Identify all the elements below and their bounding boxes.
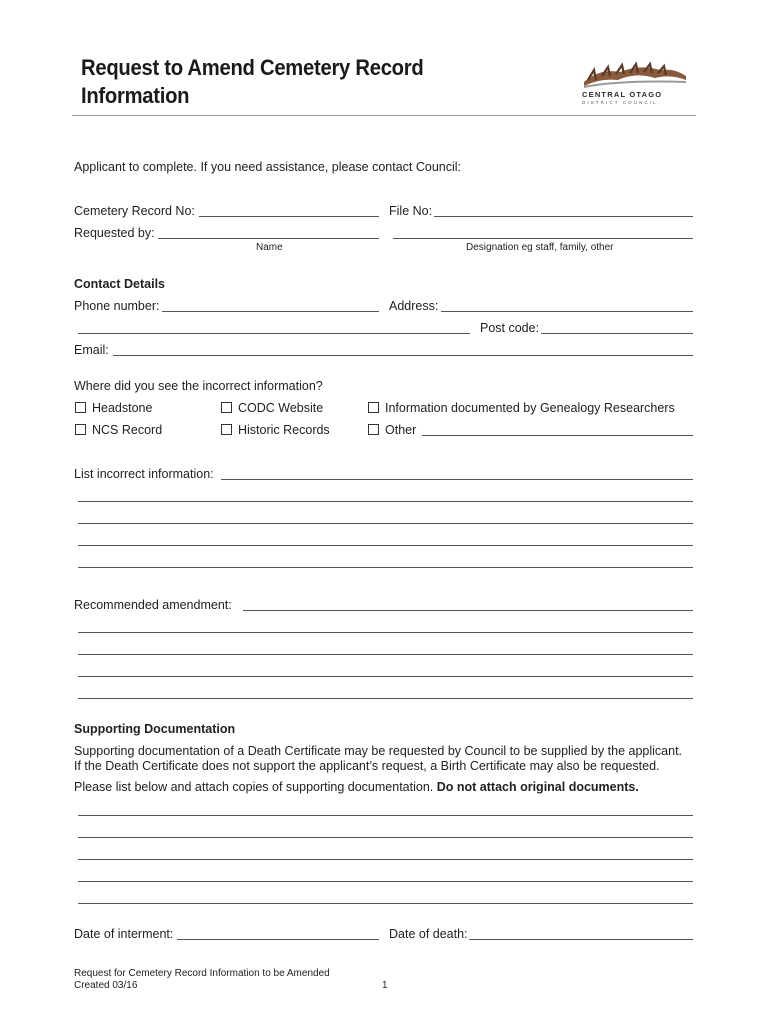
supporting-doc-line[interactable] bbox=[78, 815, 693, 816]
supporting-para-line-2: If the Death Certificate does not support the applicant’s request, a Birth Certificate may also be requested. bbox=[74, 759, 660, 773]
supporting-doc-line[interactable] bbox=[78, 837, 693, 838]
cemetery-record-field[interactable] bbox=[199, 216, 379, 217]
cemetery-record-label: Cemetery Record No: bbox=[74, 204, 195, 218]
requested-by-label: Requested by: bbox=[74, 226, 155, 240]
headstone-label: Headstone bbox=[92, 401, 153, 415]
logo-subtext: DISTRICT COUNCIL bbox=[582, 100, 658, 105]
postcode-field[interactable] bbox=[541, 333, 693, 334]
amendment-line[interactable] bbox=[78, 632, 693, 633]
other-field[interactable] bbox=[422, 435, 693, 436]
address-field[interactable] bbox=[441, 311, 693, 312]
genealogy-label: Information documented by Genealogy Researchers bbox=[385, 401, 675, 415]
historic-records-checkbox[interactable] bbox=[221, 424, 232, 435]
requested-by-name-field[interactable] bbox=[158, 238, 379, 239]
address-field-line-2[interactable] bbox=[78, 333, 470, 334]
requested-by-designation-field[interactable] bbox=[393, 238, 693, 239]
page-title bbox=[81, 54, 423, 110]
supporting-instructions-text: Please list below and attach copies of supporting documentation. bbox=[74, 780, 434, 794]
designation-caption: Designation eg staff, family, other bbox=[466, 242, 614, 253]
ncs-record-label: NCS Record bbox=[92, 423, 163, 437]
supporting-doc-line[interactable] bbox=[78, 859, 693, 860]
ncs-record-checkbox[interactable] bbox=[75, 424, 86, 435]
name-caption: Name bbox=[256, 242, 283, 253]
page-number: 1 bbox=[382, 980, 388, 991]
file-no-field[interactable] bbox=[434, 216, 693, 217]
amendment-line[interactable] bbox=[78, 676, 693, 677]
postcode-label: Post code: bbox=[480, 321, 540, 335]
supporting-warning: Do not attach original documents. bbox=[436, 780, 639, 794]
logo-text: CENTRAL OTAGO bbox=[582, 90, 663, 99]
footer-line-1: Request for Cemetery Record Information to be Amended bbox=[74, 968, 330, 979]
address-label: Address: bbox=[389, 299, 439, 313]
supporting-instructions bbox=[74, 780, 639, 794]
incorrect-info-label: List incorrect information: bbox=[74, 467, 214, 481]
title-line-2: Information bbox=[81, 83, 190, 108]
contact-heading: Contact Details bbox=[74, 277, 165, 291]
other-checkbox[interactable] bbox=[368, 424, 379, 435]
incorrect-info-line[interactable] bbox=[78, 567, 693, 568]
headstone-checkbox[interactable] bbox=[75, 402, 86, 413]
death-date-field[interactable] bbox=[469, 939, 693, 940]
historic-records-label: Historic Records bbox=[238, 423, 330, 437]
email-label: Email: bbox=[74, 343, 109, 357]
amendment-line[interactable] bbox=[78, 654, 693, 655]
intro-text: Applicant to complete. If you need assistance, please contact Council: bbox=[74, 160, 462, 174]
amendment-line[interactable] bbox=[78, 698, 693, 699]
interment-label: Date of interment: bbox=[74, 927, 174, 941]
other-label: Other bbox=[385, 423, 417, 437]
footer-line-2: Created 03/16 bbox=[74, 980, 138, 991]
incorrect-info-field[interactable] bbox=[221, 479, 693, 480]
supporting-doc-line[interactable] bbox=[78, 903, 693, 904]
title-line-1: Request to Amend Cemetery Record bbox=[81, 55, 424, 80]
codc-website-checkbox[interactable] bbox=[221, 402, 232, 413]
amendment-label: Recommended amendment: bbox=[74, 598, 232, 612]
email-field[interactable] bbox=[113, 355, 693, 356]
file-no-label: File No: bbox=[389, 204, 433, 218]
phone-label: Phone number: bbox=[74, 299, 160, 313]
incorrect-info-line[interactable] bbox=[78, 501, 693, 502]
incorrect-info-line[interactable] bbox=[78, 523, 693, 524]
death-date-label: Date of death: bbox=[389, 927, 468, 941]
supporting-para-line-1: Supporting documentation of a Death Certificate may be requested by Council to be supplied by the applicant. bbox=[74, 744, 683, 758]
supporting-doc-line[interactable] bbox=[78, 881, 693, 882]
header-divider bbox=[72, 115, 696, 116]
codc-website-label: CODC Website bbox=[238, 401, 324, 415]
genealogy-checkbox[interactable] bbox=[368, 402, 379, 413]
amendment-field[interactable] bbox=[243, 610, 693, 611]
supporting-heading: Supporting Documentation bbox=[74, 722, 236, 736]
interment-field[interactable] bbox=[177, 939, 379, 940]
phone-field[interactable] bbox=[162, 311, 379, 312]
source-question: Where did you see the incorrect information? bbox=[74, 379, 323, 393]
incorrect-info-line[interactable] bbox=[78, 545, 693, 546]
